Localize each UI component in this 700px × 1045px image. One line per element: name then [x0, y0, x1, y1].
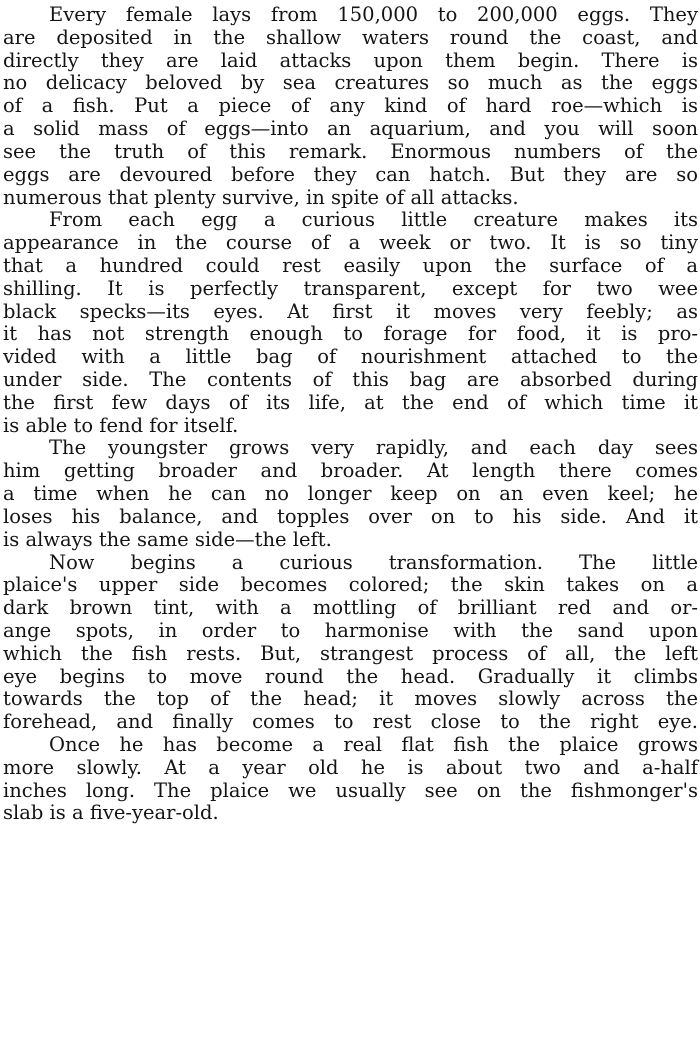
text-line: dark brown tint, with a mottling of brilliant red and or-	[3, 596, 698, 620]
text-line: eye begins to move round the head. Gradually it climbs	[3, 664, 698, 688]
paragraph-hatching	[3, 209, 698, 437]
text-line: towards the top of the head; it moves slowly across the	[3, 687, 698, 711]
paragraph-growth	[3, 437, 698, 551]
text-line: eggs are devoured before they can hatch. But they are so	[3, 162, 698, 186]
text-line: of a fish. Put a piece of any kind of hard roe—which is	[3, 94, 698, 118]
text-line: shilling. It is perfectly transparent, except for two wee	[3, 276, 698, 300]
text-line: plaice's upper side becomes colored; the skin takes on a	[3, 573, 698, 597]
text-line: directly they are laid attacks upon them begin. There is	[3, 48, 698, 72]
paragraph-flat-fish	[3, 734, 698, 825]
text-line: under side. The contents of this bag are absorbed during	[3, 368, 698, 391]
text-line: Every female lays from 150,000 to 200,000 eggs. They	[49, 3, 698, 26]
text-line: numerous that plenty survive, in spite of all attacks.	[3, 185, 519, 209]
text-line: ange spots, in order to harmonise with the sand upon	[3, 618, 698, 642]
text-line: it has not strength enough to forage for food, it is pro-	[3, 322, 698, 346]
text-line: vided with a little bag of nourishment attached to the	[3, 345, 698, 369]
text-line: the first few days of its life, at the end of which time it	[3, 390, 698, 414]
text-line: no delicacy beloved by sea creatures so much as the eggs	[3, 71, 698, 95]
paragraph-transformation	[3, 552, 698, 735]
text-line: From each egg a curious little creature makes its	[49, 208, 698, 232]
paragraph-eggs	[3, 4, 698, 209]
text-line: him getting broader and broader. At length there comes	[3, 459, 698, 483]
text-line: more slowly. At a year old he is about two and a-half	[3, 755, 698, 779]
text-line: that a hundred could rest easily upon the surface of a	[3, 253, 698, 277]
text-line: appearance in the course of a week or two. It is so tiny	[3, 231, 698, 255]
text-line: inches long. The plaice we usually see on the fishmonger's	[3, 778, 698, 802]
text-line: Now begins a curious transformation. The little	[49, 550, 698, 574]
text-line: slab is a five-year-old.	[3, 801, 219, 825]
text-line: is able to fend for itself.	[3, 413, 239, 437]
text-line: forehead, and finally comes to rest close to the right eye.	[3, 710, 698, 734]
text-line: is always the same side—the left.	[3, 527, 332, 551]
text-line: are deposited in the shallow waters round the coast, and	[3, 25, 698, 49]
text-line: see the truth of this remark. Enormous numbers of the	[3, 139, 698, 163]
text-line: black specks—its eyes. At first it moves very feebly; as	[3, 299, 698, 323]
text-line: a time when he can no longer keep on an even keel; he	[3, 482, 698, 506]
text-line: which the fish rests. But, strangest process of all, the left	[3, 641, 698, 665]
text-line: a solid mass of eggs—into an aquarium, and you will soon	[3, 117, 698, 141]
text-line: Once he has become a real flat fish the plaice grows	[49, 733, 698, 756]
text-line: The youngster grows very rapidly, and each day sees	[49, 436, 698, 460]
text-line: loses his balance, and topples over on to his side. And it	[3, 504, 698, 528]
